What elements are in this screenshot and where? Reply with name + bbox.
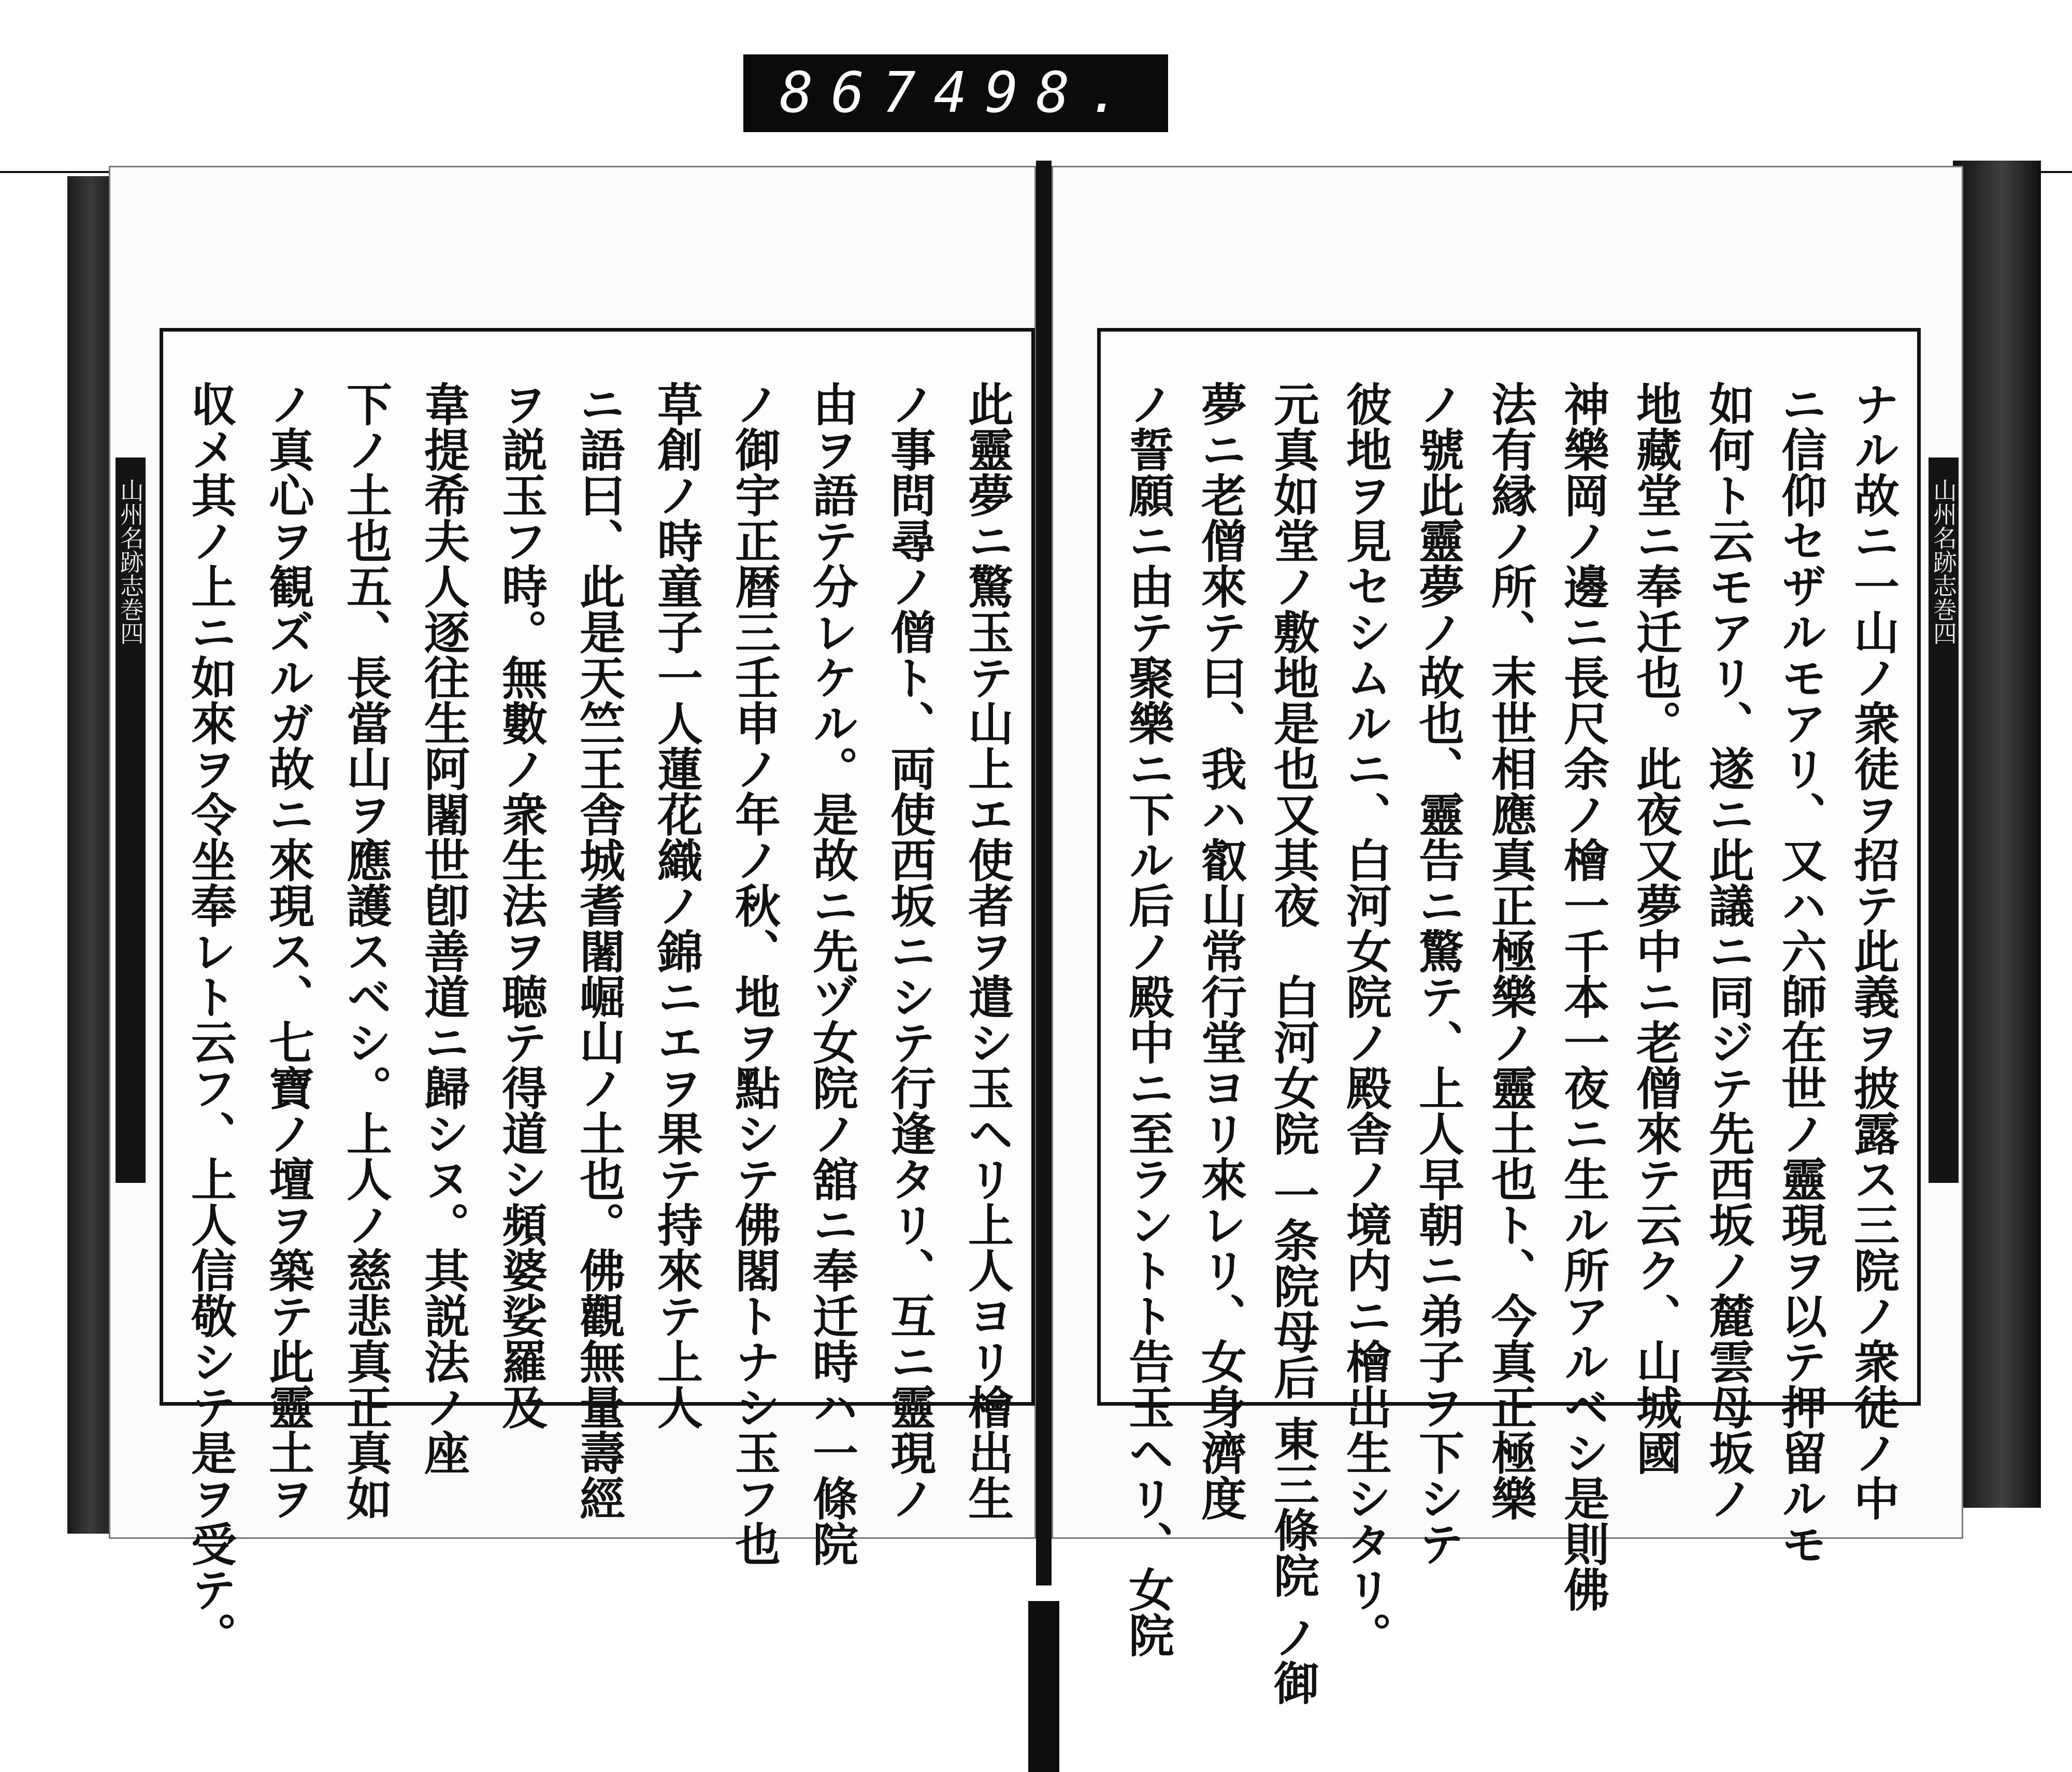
left-line-4: ノ御宇正暦三壬申ノ年ノ秋、地ヲ點シテ佛閣トナシ玉フ也	[728, 381, 782, 1566]
left-page	[109, 166, 1036, 1657]
right-line-11: ノ誓願ニ由テ聚樂ニ下ル后ノ殿中ニ至ラントト告玉ヘリ、女院	[1121, 381, 1175, 1657]
right-page-stack-edge	[1953, 161, 2041, 1508]
right-line-9: 元真如堂ノ敷地是也又其夜 白河女院 一条院母后 東三條院 ノ御	[1267, 381, 1320, 1705]
left-line-2: ノ事問尋ノ僧ト、両使西坂ニシテ行逢タリ、互ニ靈現ノ	[883, 381, 937, 1521]
spine-tab	[1028, 1601, 1059, 1772]
right-line-7: ノ號此靈夢ノ故也、靈告ニ驚テ、上人早朝ニ弟子ヲ下シテ	[1412, 381, 1465, 1566]
archive-number-left: 867	[780, 61, 934, 125]
left-line-11: 収メ其ノ上ニ如來ヲ令坐奉レト云フ、上人信敬シテ是ヲ受テ。	[184, 381, 238, 1657]
right-line-6: 法有縁ノ所、末世相應真正極樂ノ靈土也ト、今真正極樂	[1484, 381, 1538, 1521]
right-text-frame	[1097, 328, 1921, 1705]
left-line-7: ヲ説玉フ時。無數ノ衆生法ヲ聴テ得道シ頻婆娑羅及	[495, 381, 549, 1430]
right-page-side-tab	[1929, 458, 1959, 1183]
book-gutter	[1036, 161, 1052, 1585]
right-page	[1052, 166, 1963, 1705]
open-book	[67, 161, 2041, 1705]
right-line-10: 夢ニ老僧來テ曰、我ハ叡山常行堂ヨリ來レリ、女身濟度	[1194, 381, 1248, 1521]
left-line-5: 草創ノ時童子一人蓮花織ノ錦ニエヲ果テ持來テ上人	[650, 381, 704, 1430]
archive-number-label	[743, 54, 1168, 132]
archive-number-right: 498.	[933, 61, 1139, 125]
left-line-8: 韋提希夫人逐往生阿闍世卽善道ニ歸シヌ。其説法ノ座	[417, 381, 471, 1475]
right-line-4: 地藏堂ニ奉迁也。此夜又夢中ニ老僧來テ云ク、山城國	[1629, 381, 1683, 1475]
left-line-6: ニ語曰、此是天竺王舎城耆闍崛山ノ土也。佛觀無量壽經	[572, 381, 626, 1521]
right-line-5: 神樂岡ノ邊ニ長尺余ノ檜一千本一夜ニ生ル所アルベシ是則佛	[1557, 381, 1610, 1612]
right-line-8: 彼地ヲ見セシムルニ、白河女院ノ殿舎ノ境内ニ檜出生シタリ。	[1339, 381, 1393, 1657]
left-page-side-tab	[116, 458, 146, 1183]
left-line-9: 下ノ土也五、長當山ヲ應護スベシ。上人ノ慈悲真正真如	[339, 381, 393, 1521]
left-line-3: 由ヲ語テ分レケル。是故ニ先ヅ女院ノ舘ニ奉迁時ハ一條院	[805, 381, 859, 1566]
left-line-10: ノ真心ヲ観ズルガ故ニ來現ス、七寶ノ壇ヲ築テ此靈土ヲ	[262, 381, 315, 1521]
right-tab-title: 山州名跡志巻四	[1930, 478, 1958, 645]
left-line-1: 此靈夢ニ驚玉テ山上エ使者ヲ遣シ玉ヘリ上人ヨリ檜出生	[961, 381, 1015, 1521]
right-line-1: ナル故ニ一山ノ衆徒ヲ招テ此義ヲ披露ス三院ノ衆徒ノ中	[1847, 381, 1901, 1521]
left-text-frame	[160, 328, 1035, 1657]
right-line-3: 如何ト云モアリ、遂ニ此議ニ同ジテ先西坂ノ麓雲母坂ノ	[1702, 381, 1756, 1521]
left-tab-title: 山州名跡志巻四	[117, 478, 145, 645]
right-line-2: ニ信仰セザルモアリ、又ハ六師在世ノ靈現ヲ以テ押留ルモ	[1774, 381, 1828, 1566]
